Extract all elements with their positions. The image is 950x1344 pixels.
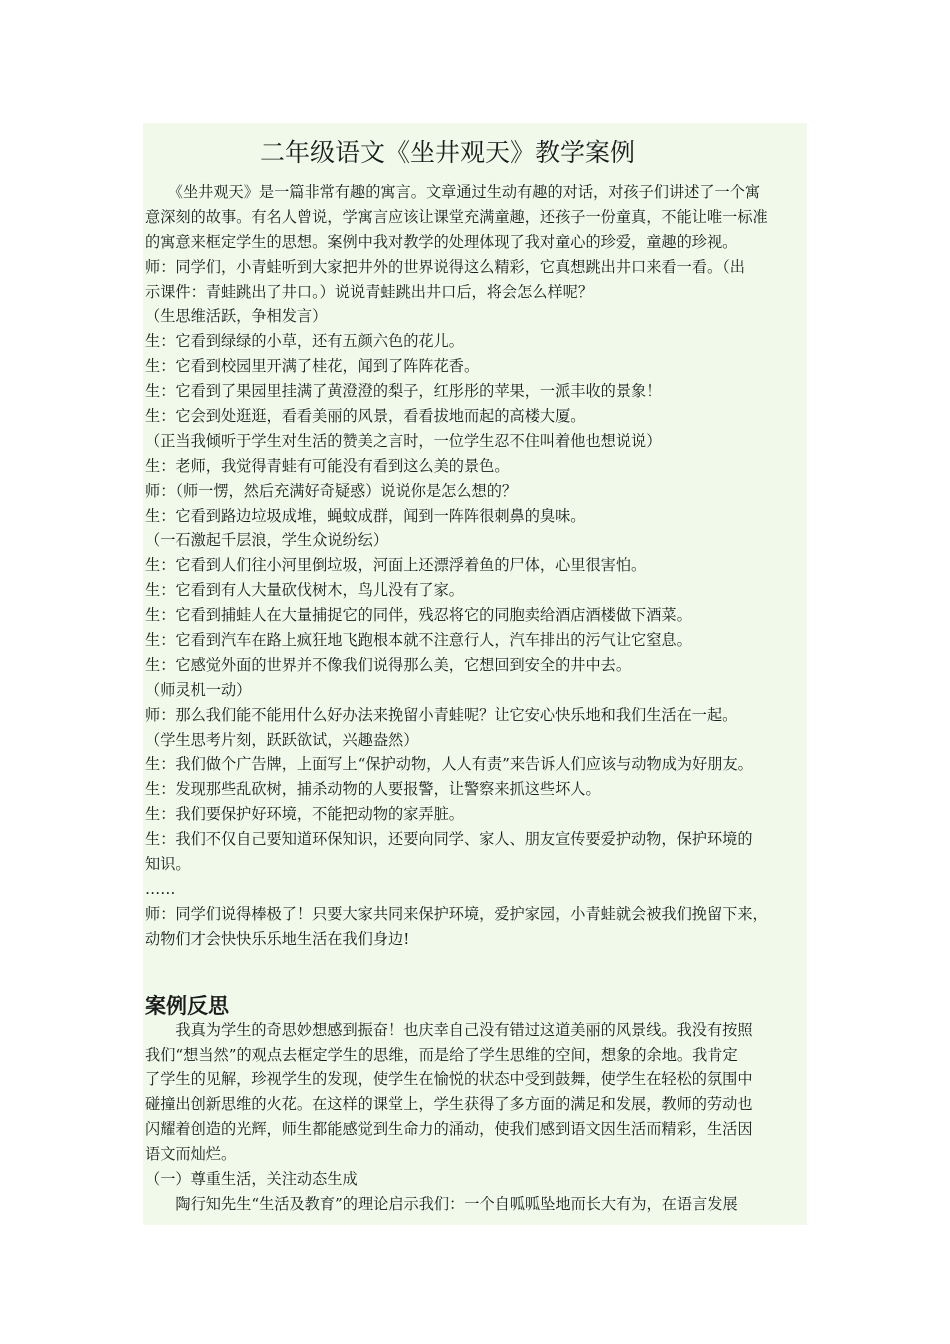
text-line: （正当我倾听于学生对生活的赞美之言时，一位学生忍不住叫着他也想说说） xyxy=(145,431,662,450)
text-line: 生：我们要保护好环境，不能把动物的家弄脏。 xyxy=(145,805,464,824)
text-line: 生：发现那些乱砍树，捕杀动物的人要报警，让警察来抓这些坏人。 xyxy=(145,780,601,799)
text-line: 动物们才会快快乐乐地生活在我们身边! xyxy=(145,929,410,948)
reflection-heading: 案例反思 xyxy=(145,992,229,1018)
section-spacer xyxy=(145,952,807,984)
text-line: 我真为学生的奇思妙想感到振奋！也庆幸自己没有错过这道美丽的风景线。我没有按照 xyxy=(145,1020,753,1039)
text-line: （师灵机一动） xyxy=(145,680,252,699)
text-line: 师：（师一愣，然后充满好奇疑惑）说说你是怎么想的？ xyxy=(145,481,518,500)
text-line: 生：它看到了果园里挂满了黄澄澄的梨子，红彤彤的苹果，一派丰收的景象！ xyxy=(145,382,662,401)
text-line: 陶行知先生“生活及教育”的理论启示我们：一个自呱呱坠地而长大有为，在语言发展 xyxy=(145,1194,738,1213)
reflection-section xyxy=(145,1018,807,1217)
text-line: 意深刻的故事。有名人曾说，学寓言应该让课堂充满童趣，还孩子一份童真，不能让唯一标准 xyxy=(145,207,768,226)
text-line: 碰撞出创新思维的火花。在这样的课堂上，学生获得了多方面的满足和发展，教师的劳动也 xyxy=(145,1095,753,1114)
text-line: 师：同学们说得棒极了！只要大家共同来保护环境，爱护家园，小青蛙就会被我们挽留下来， xyxy=(145,904,768,923)
text-line: 生：它会到处逛逛，看看美丽的风景，看看拔地而起的高楼大厦。 xyxy=(145,407,586,426)
text-line: 我们“想当然”的观点去框定学生的思维，而是给了学生思维的空间，想象的余地。我肯定 xyxy=(145,1045,738,1064)
text-line: 生：它看到校园里开满了桂花，闻到了阵阵花香。 xyxy=(145,357,480,376)
subheading-line: （一）尊重生活，关注动态生成 xyxy=(145,1169,358,1188)
text-line: 生：它看到汽车在路上疯狂地飞跑根本就不注意行人，汽车排出的污气让它窒息。 xyxy=(145,631,692,650)
text-line: 示课件：青蛙跳出了井口。）说说青蛙跳出井口后，将会怎么样呢？ xyxy=(145,282,594,301)
text-line: 生：老师，我觉得青蛙有可能没有看到这么美的景色。 xyxy=(145,456,510,475)
text-line: 生：我们不仅自己要知道环保知识，还要向同学、家人、朋友宣传要爱护动物，保护环境的 xyxy=(145,830,753,849)
text-line: 生：它看到路边垃圾成堆，蝇蚊成群，闻到一阵阵很刺鼻的臭味。 xyxy=(145,506,586,525)
text-line: 生：它看到有人大量砍伐树木，鸟儿没有了家。 xyxy=(145,581,464,600)
text-line: 《坐井观天》是一篇非常有趣的寓言。文章通过生动有趣的对话，对孩子们讲述了一个寓 xyxy=(145,183,761,201)
text-line: 师：同学们，小青蛙听到大家把井外的世界说得这么精彩，它真想跳出井口来看一看。（出 xyxy=(145,257,745,276)
case-section xyxy=(145,180,807,952)
text-line: 生：它看到绿绿的小草，还有五颜六色的花儿。 xyxy=(145,332,464,351)
text-line: 师：那么我们能不能用什么好办法来挽留小青蛙呢？让它安心快乐地和我们生活在一起。 xyxy=(145,705,738,724)
text-line: （一石激起千层浪，学生众说纷纭） xyxy=(145,531,388,550)
text-line: （学生思考片刻，跃跃欲试，兴趣盎然） xyxy=(145,730,419,749)
text-line: 生：它看到人们往小河里倒垃圾，河面上还漂浮着鱼的尸体，心里很害怕。 xyxy=(145,556,647,575)
text-line: 闪耀着创造的光辉，师生都能感觉到生命力的涌动，使我们感到语文因生活而精彩，生活因 xyxy=(145,1120,753,1139)
text-line: 了学生的见解，珍视学生的发现，使学生在愉悦的状态中受到鼓舞，使学生在轻松的氛围中 xyxy=(145,1070,753,1089)
document-body xyxy=(145,130,807,1217)
text-line: 的寓意来框定学生的思想。案例中我对教学的处理体现了我对童心的珍爱，童趣的珍视。 xyxy=(145,232,738,251)
text-line: …… xyxy=(145,879,176,898)
text-line: （生思维活跃，争相发言） xyxy=(145,307,328,326)
text-line: 生：它感觉外面的世界并不像我们说得那么美，它想回到安全的井中去。 xyxy=(145,655,631,674)
text-line: 语文而灿烂。 xyxy=(145,1145,237,1164)
text-line: 生：它看到捕蛙人在大量捕捉它的同伴，残忍将它的同胞卖给酒店酒楼做下酒菜。 xyxy=(145,606,692,625)
text-line: 知识。 xyxy=(145,855,191,874)
text-line: 生：我们做个广告牌，上面写上“保护动物，人人有责”来告诉人们应该与动物成为好朋友。 xyxy=(145,755,753,774)
document-title: 二年级语文《坐井观天》教学案例 xyxy=(260,138,636,167)
